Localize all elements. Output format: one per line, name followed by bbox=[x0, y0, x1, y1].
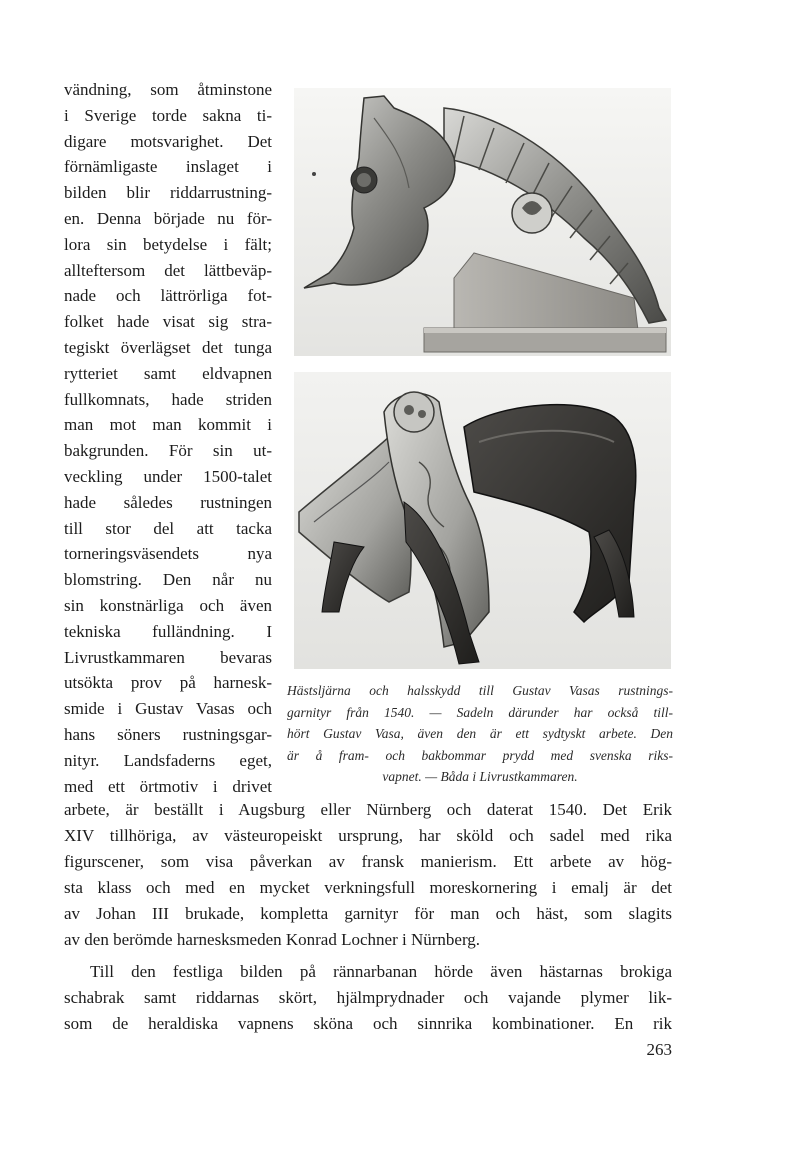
text-line: veckling under 1500-talet bbox=[64, 466, 272, 486]
text-line: med ett örtmotiv i drivet bbox=[64, 776, 272, 796]
text-line: blomstring. Den når nu bbox=[64, 570, 272, 590]
text-line: rytteriet samt eldvapnen bbox=[64, 363, 272, 383]
text-line: digare motsvarighet. Det bbox=[64, 131, 272, 151]
page-number: 263 bbox=[646, 1040, 672, 1059]
text-line: man mot man kommit i bbox=[64, 415, 272, 435]
text-line: bakgrunden. För sin ut- bbox=[64, 441, 272, 461]
text-line: Till den festliga bilden på rännarbanan hörde även hästarnas brokiga bbox=[90, 962, 672, 981]
paragraph bbox=[64, 797, 672, 953]
text-line: förnämligaste inslaget i bbox=[64, 157, 272, 177]
text-line: tekniska fulländning. I bbox=[64, 621, 272, 641]
text-line: allteftersom det lättbeväp- bbox=[64, 260, 272, 280]
text-line: vändning, som åtminstone bbox=[64, 80, 272, 99]
text-line: till stor del att tacka bbox=[64, 518, 272, 538]
photo-saddle bbox=[294, 372, 671, 669]
text-line: torneringsväsendets nya bbox=[64, 544, 272, 564]
text-line: fullkomnats, hade striden bbox=[64, 389, 272, 409]
text-line: arbete, är beställt i Augsburg eller Nürnberg och daterat 1540. Det Erik bbox=[64, 800, 672, 819]
text-line: nade och lättrörliga fot- bbox=[64, 286, 272, 306]
text-line: sta klass och med en mycket verkningsfull moreskornering i emalj är det bbox=[64, 878, 672, 897]
text-line: lora sin betydelse i fält; bbox=[64, 234, 272, 254]
text-line: av den berömde harnesksmeden Konrad Lochner i Nürnberg. bbox=[64, 930, 481, 949]
text-line: schabrak samt riddarnas skört, hjälmprydnader och vajande plymer lik- bbox=[64, 988, 672, 1007]
text-line: hade således rustningen bbox=[64, 492, 272, 512]
text-line: i Sverige torde sakna ti- bbox=[64, 105, 272, 125]
horse-armor-illustration bbox=[294, 88, 671, 356]
text-line: sin konstnärliga och även bbox=[64, 595, 272, 615]
text-line: hans söners rustningsgar- bbox=[64, 724, 272, 744]
text-line: av Johan III brukade, kompletta garnityr för man och häst, som slagits bbox=[64, 904, 672, 923]
text-line: som de heraldiska vapnens sköna och sinnrika kombinationer. En rik bbox=[64, 1014, 672, 1033]
caption-line: Hästsljärna och halsskydd till Gustav Vasas rustnings- bbox=[287, 683, 673, 698]
saddle-illustration bbox=[294, 372, 671, 669]
narrow-text-column bbox=[64, 77, 272, 799]
text-line: utsökta prov på harnesk- bbox=[64, 673, 272, 693]
text-line: Livrustkammaren bevaras bbox=[64, 647, 272, 667]
text-line: bilden blir riddarrustning- bbox=[64, 183, 272, 203]
text-line: smide i Gustav Vasas och bbox=[64, 699, 272, 719]
text-line: tegiskt överlägset det tunga bbox=[64, 337, 272, 357]
figure-caption bbox=[287, 680, 673, 788]
text-line: en. Denna började nu för- bbox=[64, 208, 272, 228]
caption-line: vapnet. — Båda i Livrustkammaren. bbox=[382, 769, 578, 784]
paragraph bbox=[64, 959, 672, 1037]
text-line: folket hade visat sig stra- bbox=[64, 312, 272, 332]
text-line: XIV tillhöriga, av västeuropeiskt ursprung, har sköld och sadel med rika bbox=[64, 826, 672, 845]
wide-text-block bbox=[64, 797, 672, 1037]
caption-line: garnityr från 1540. — Sadeln därunder har också till- bbox=[287, 704, 673, 720]
caption-line: hört Gustav Vasa, även den är ett sydtyskt arbete. Den bbox=[287, 726, 673, 741]
text-line: nityr. Landsfaderns eget, bbox=[64, 750, 272, 770]
photo-horse-armor bbox=[294, 88, 671, 356]
text-line: figurscener, som visa påverkan av fransk manierism. Ett arbete av hög- bbox=[64, 852, 672, 871]
caption-line: är å fram- och bakbommar prydd med svenska riks- bbox=[287, 747, 673, 763]
